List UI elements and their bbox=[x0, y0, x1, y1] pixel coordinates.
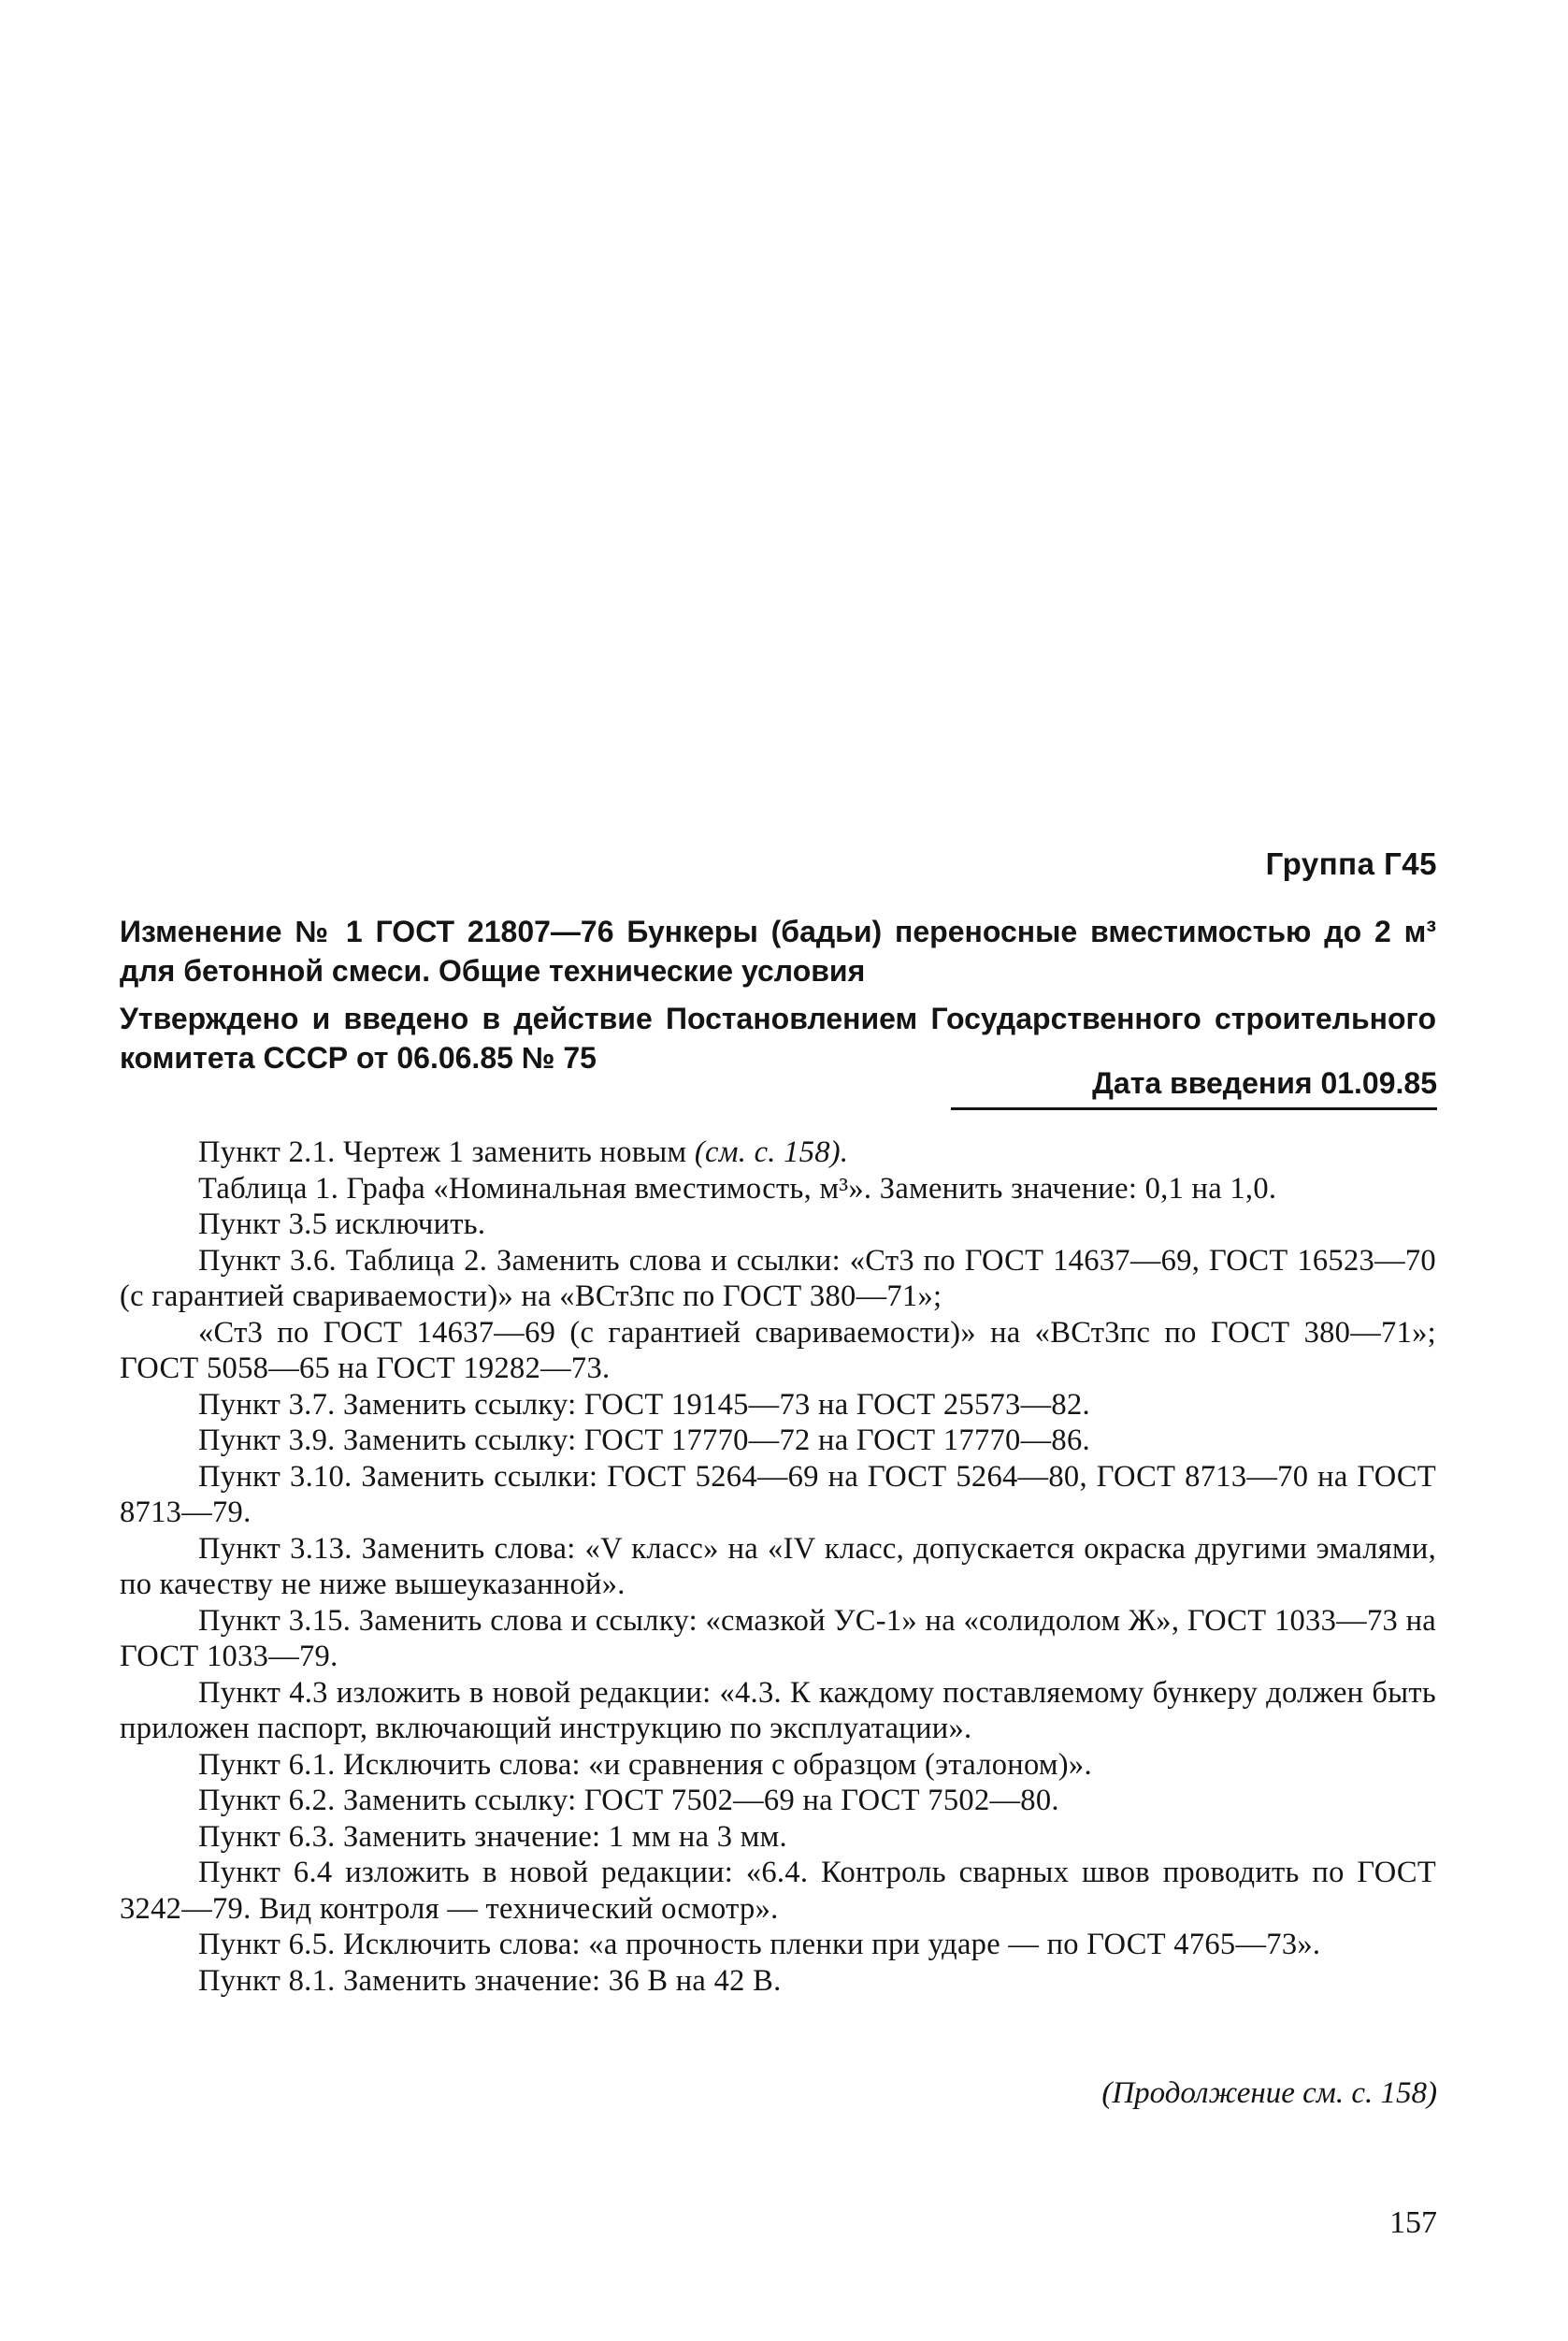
paragraph-table-1: Таблица 1. Графа «Номинальная вместимость, м³». Заменить значение: 0,1 на 1,0. bbox=[198, 1171, 1277, 1206]
page-number: 157 bbox=[1389, 2205, 1437, 2240]
paragraph-6-3: Пункт 6.3. Заменить значение: 1 мм на 3 мм. bbox=[198, 1819, 787, 1854]
change-heading: Изменение № 1 ГОСТ 21807—76 Бункеры (бадьи) переносные вместимостью до 2 м³ для бетонной смеси. Общие технические условия bbox=[120, 915, 1436, 988]
paragraph-3-9: Пункт 3.9. Заменить ссылку: ГОСТ 17770—72 на ГОСТ 17770—86. bbox=[198, 1423, 1090, 1457]
introduction-date: Дата введения 01.09.85 bbox=[951, 1064, 1437, 1110]
paragraph-6-5: Пункт 6.5. Исключить слова: «а прочность пленки при ударе — по ГОСТ 4765—73». bbox=[198, 1928, 1321, 1961]
paragraph-3-7: Пункт 3.7. Заменить ссылку: ГОСТ 19145—73 на ГОСТ 25573—82. bbox=[198, 1387, 1090, 1422]
paragraph-text: Пункт 2.1. Чертеж 1 заменить новым bbox=[198, 1135, 695, 1169]
paragraph-6-4: Пункт 6.4 изложить в новой редакции: «6.4. Контроль сварных швов проводить по ГОСТ 3242—79. Вид контроля — технический осмотр». bbox=[120, 1856, 1436, 1926]
paragraph-3-13: Пункт 3.13. Заменить слова: «V класс» на «IV класс, допускается окраска другими эмалями, по качеству не ниже вышеуказанной». bbox=[120, 1531, 1436, 1601]
paragraph-6-2: Пункт 6.2. Заменить ссылку: ГОСТ 7502—69 на ГОСТ 7502—80. bbox=[198, 1784, 1059, 1817]
group-label: Группа Г45 bbox=[1265, 846, 1437, 881]
approval-heading: Утверждено и введено в действие Постановлением Государственного строительного комитета СССР от 06.06.85 № 75 bbox=[120, 1002, 1436, 1075]
continuation-note: (Продолжение см. с. 158) bbox=[1101, 2076, 1437, 2110]
paragraph-4-3: Пункт 4.3 изложить в новой редакции: «4.3. К каждому поставляемому бункеру должен быть приложен паспорт, включающий инструкцию по эксплуатации». bbox=[120, 1675, 1436, 1745]
paragraph-3-6: Пункт 3.6. Таблица 2. Заменить слова и ссылки: «Ст3 по ГОСТ 14637—69, ГОСТ 16523—70 (с гарантией свариваемости)» на «ВСт3пс по ГОСТ 380—71»; bbox=[120, 1243, 1436, 1313]
paragraph-3-6-continued: «Ст3 по ГОСТ 14637—69 (с гарантией свариваемости)» на «ВСт3пс по ГОСТ 380—71»; ГОСТ 5058—65 на ГОСТ 19282—73. bbox=[120, 1315, 1436, 1385]
paragraph-8-1: Пункт 8.1. Заменить значение: 36 В на 42 В. bbox=[198, 1963, 782, 1998]
paragraph-3-15: Пункт 3.15. Заменить слова и ссылку: «смазкой УС-1» на «солидолом Ж», ГОСТ 1033—73 на ГОСТ 1033—79. bbox=[120, 1603, 1436, 1673]
paragraph-6-1: Пункт 6.1. Исключить слова: «и сравнения с образцом (эталоном)». bbox=[198, 1747, 1092, 1782]
page-reference: (см. с. 158). bbox=[694, 1135, 849, 1169]
paragraph-2-1 bbox=[120, 1134, 1436, 1171]
paragraph-3-5: Пункт 3.5 исключить. bbox=[198, 1207, 486, 1241]
paragraph-3-10: Пункт 3.10. Заменить ссылки: ГОСТ 5264—69 на ГОСТ 5264—80, ГОСТ 8713—70 на ГОСТ 8713—79. bbox=[120, 1459, 1436, 1529]
amendment-body bbox=[120, 1134, 1436, 1999]
